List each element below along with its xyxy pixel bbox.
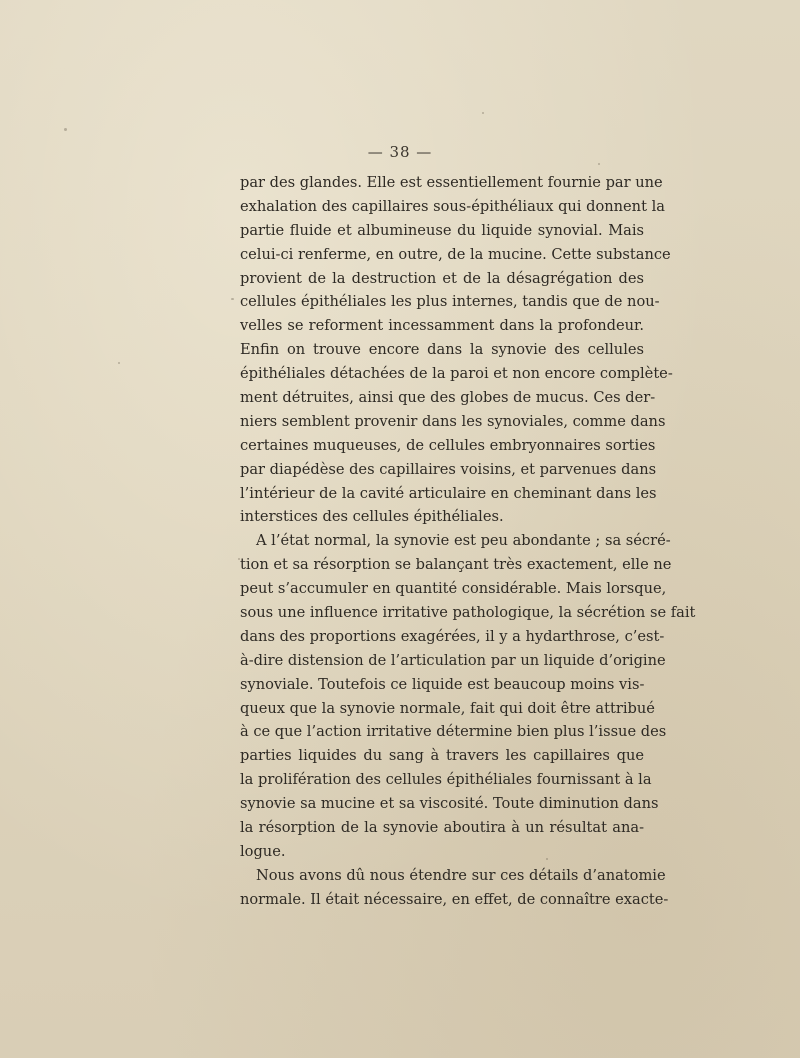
paper-speck [482, 112, 484, 114]
text-line: velles se reforment incessamment dans la profondeur. [240, 317, 644, 335]
text-line: logue. [240, 842, 286, 860]
paper-speck [598, 163, 600, 165]
text-line: à-dire distension de l’articulation par un liquide d’origine [240, 651, 666, 669]
text-line: dans des proportions exagérées, il y a hydarthrose, c’est- [240, 627, 665, 645]
text-line: exhalation des capillaires sous-épithéliaux qui donnent la [240, 197, 665, 215]
text-line: à ce que l’action irritative détermine bien plus l’issue des [240, 723, 667, 741]
text-line: Nous avons dû nous étendre sur ces détails d’anatomie [256, 866, 666, 884]
text-line: provient de la destruction et de la désagrégation des [240, 269, 644, 287]
text-line: normale. Il était nécessaire, en effet, de connaître exacte- [240, 890, 669, 908]
paper-speck [274, 802, 277, 805]
text-line: peut s’accumuler en quantité considérable. Mais lorsque, [240, 580, 667, 598]
paper-speck [64, 128, 67, 131]
text-line: partie fluide et albumineuse du liquide synovial. Mais [240, 221, 644, 239]
text-line: A l’état normal, la synovie est peu abondante ; sa sécré- [256, 532, 671, 550]
text-line: par diapédèse des capillaires voisins, et parvenues dans [240, 460, 657, 478]
paper-speck [118, 362, 120, 364]
paper-speck [231, 298, 234, 300]
text-line: certaines muqueuses, de cellules embryonnaires sorties [240, 436, 656, 454]
paper-speck [238, 558, 240, 560]
text-line: celui-ci renferme, en outre, de la mucine. Cette substance [240, 245, 671, 263]
text-line: parties liquides du sang à travers les capillaires que [240, 747, 644, 765]
text-line: synoviale. Toutefois ce liquide est beaucoup moins vis- [240, 675, 645, 693]
paper-speck [546, 858, 548, 860]
text-line: la prolifération des cellules épithéliales fournissant à la [240, 771, 652, 789]
text-line: cellules épithéliales les plus internes, tandis que de nou- [240, 293, 660, 311]
text-line: ment détruites, ainsi que des globes de mucus. Ces der- [240, 389, 656, 407]
text-line: synovie sa mucine et sa viscosité. Toute diminution dans [240, 795, 659, 813]
text-line: la résorption de la synovie aboutira à un résultat ana- [240, 819, 644, 837]
text-line: Enfin on trouve encore dans la synovie des cellules [240, 341, 644, 359]
text-line: sous une influence irritative pathologique, la sécrétion se fait [240, 604, 696, 622]
text-line: interstices des cellules épithéliales. [240, 508, 504, 526]
body-text [240, 171, 696, 912]
text-line: tion et sa résorption se balançant très exactement, elle ne [240, 556, 672, 574]
page-number: — 38 — [367, 143, 433, 161]
text-line: l’intérieur de la cavité articulaire en cheminant dans les [240, 484, 657, 502]
text-line: niers semblent provenir dans les synoviales, comme dans [240, 412, 666, 430]
text-line: queux que la synovie normale, fait qui doit être attribué [240, 699, 655, 717]
text-line: épithéliales détachées de la paroi et non encore complète- [240, 365, 673, 383]
text-line: par des glandes. Elle est essentiellement fournie par une [240, 174, 663, 191]
